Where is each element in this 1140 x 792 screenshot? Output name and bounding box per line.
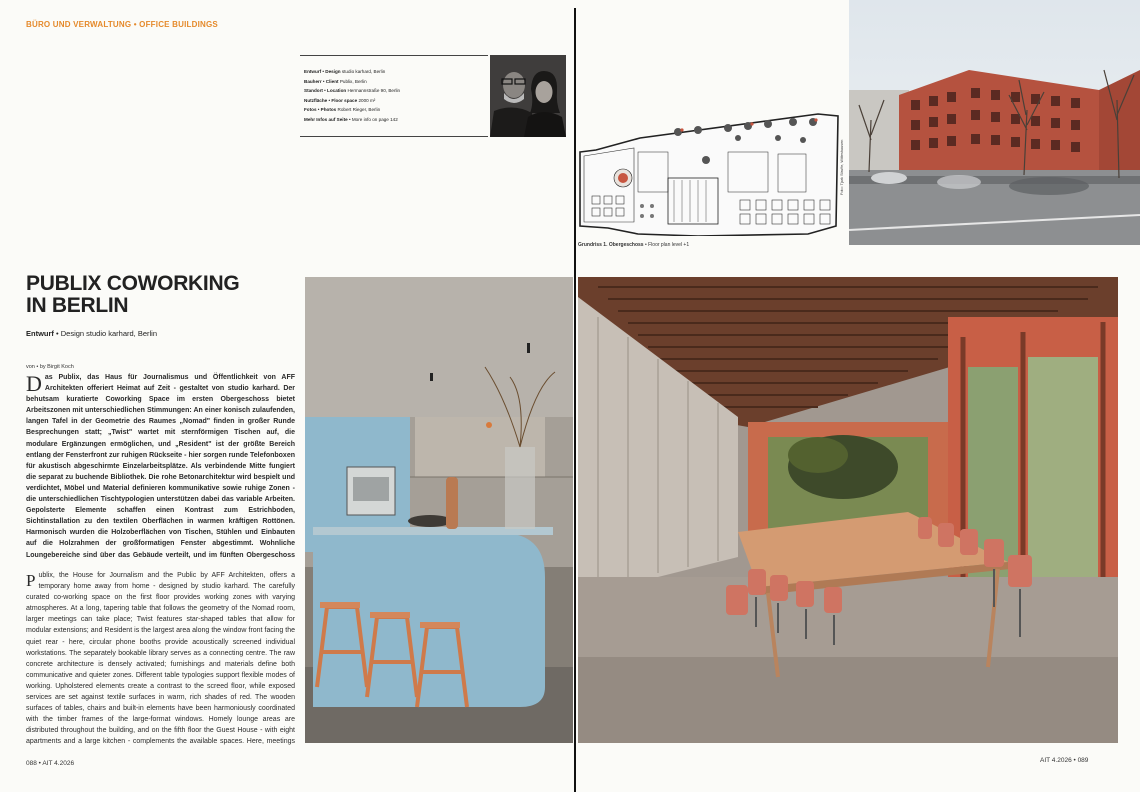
section-label-en: OFFICE BUILDINGS bbox=[139, 20, 218, 29]
author-byline: von • by Birgit Koch bbox=[26, 364, 74, 370]
folio-right: AIT 4.2026 • 089 bbox=[1040, 757, 1089, 764]
floor-plan-drawing bbox=[578, 108, 840, 236]
floor-plan-caption-value: • Floor plan level +1 bbox=[644, 242, 690, 248]
page-spine-divider bbox=[574, 8, 576, 792]
floor-plan-caption-label: Grundriss 1. Obergeschoss bbox=[578, 242, 644, 248]
info-row-floor-space: Nutzfläche • Floor space 2000 m² bbox=[304, 97, 376, 103]
body-german-paragraph: as Publix, das Haus für Journalismus und Öffentlichkeit von AFF Architekten offeriert Heimat auf Zeit - gestaltet von studio karhard. Der behutsam kuratierte Coworking Space im ersten Obergeschoss bietet Arbeitszonen mit unterschiedlichen Stimmungen: An einer konisch zulaufenden, langen Tafel in der Geometrie des Raumes „Nomad" finden in großer Runde Besprechungen statt; „Twist" wartet mit sternförmigen Tischen auf, die modulare Ergänzungen ermöglichen, und „Resident" ist der größte Bereich entlang der Fensterfront zur ruhigen Rückseite - hier sorgen runde Telefonboxen für akustisch abgeschirmte Einzelarbeitsplätze. Als verbindende Mitte fungiert die separat zu buchende Bibliothek. Die rohe Betonarchitektur wird bespielt und verdichtet, Möbel und Material definieren kommunikative sowie ruhige Zonen - die unterschiedlichen Tischtypologien unterstützen dabei das variable Arbeiten. Gepolsterte Elemente schaffen einen Kontrast zum Estrichboden, Sichtinstallation zu den textilen Oberflächen in warmen kräftigen Rottönen. Harmonisch wurden die Holzoberflächen von Tischen, Stühlen und Einbauten auf die Holzrahmen der großformatigen Fenster abgestimmt. Wohnliche Loungebereiche sind über das Gebäude verteilt, und im fünften Obergeschoss bbox=[26, 374, 295, 559]
designers-portrait-image bbox=[490, 55, 566, 137]
info-row-client: Bauherr • Client Publix, Berlin bbox=[304, 78, 367, 84]
body-text-english bbox=[26, 570, 295, 748]
meeting-room-photo bbox=[578, 277, 1118, 743]
dropcap-german: D bbox=[26, 372, 42, 396]
section-label bbox=[26, 20, 218, 29]
info-row-more-info: Mehr Infos auf Seite • More info on page 142 bbox=[304, 116, 398, 122]
design-credit-label: Entwurf bbox=[26, 329, 54, 338]
design-credit-value: • Design studio karhard, Berlin bbox=[56, 329, 158, 338]
body-text-german bbox=[26, 372, 295, 562]
info-row-design: Entwurf • Design studio karhard, Berlin bbox=[304, 69, 386, 74]
project-info-box bbox=[300, 55, 488, 137]
section-separator: • bbox=[133, 20, 137, 29]
photo-credit: Foto: Tjark Struffe, Witteshausen bbox=[840, 139, 844, 195]
folio-left: 088 • AIT 4.2026 bbox=[26, 760, 75, 767]
article-title-line-2: IN BERLIN bbox=[26, 294, 129, 317]
building-exterior-photo bbox=[849, 0, 1140, 245]
design-credit bbox=[26, 329, 157, 338]
kitchen-interior-photo bbox=[305, 277, 573, 743]
article-title-line-1: PUBLIX COWORKING bbox=[26, 272, 240, 295]
article-title bbox=[26, 273, 286, 317]
body-english-paragraph: ublix, the House for Journalism and the Public by AFF Architekten, offers a temporary home away from home - designed by studio karhard. The carefully curated co-working space on the first floor provides working zones with varying atmospheres. At a long, tapering table that follows the geometry of the Nomad room, larger meetings can take place; Twist features star-shaped tables that allow for modular extensions; and Resident is the largest area along the window front facing the quiet rear - here, circular phone booths provide acoustically screened individual workstations. The separately bookable library serves as a connecting centre. The raw concrete architecture is densely activated; furnishings and materials define both communicative and quieter zones. Different table typologies support flexible modes of working. Upholstered elements create a contrast to the screed floor, while exposed services are set against textile surfaces in warm, rich shades of red. The wooden surfaces of tables, chairs and built-in elements have been harmoniously coordinated with the timber frames of the large-format windows. Homely lounge areas are distributed throughout the building, and on the fifth floor the Guest House - with eight apartments and a large kitchen - complements the available spaces. Here, meetings bbox=[26, 572, 295, 746]
info-row-location: Standort • Location Hermannstraße 90, Berlin bbox=[304, 88, 401, 94]
info-row-photos: Fotos • Photos Robert Rieger, Berlin bbox=[304, 107, 381, 113]
section-label-de: BÜRO UND VERWALTUNG bbox=[26, 20, 132, 29]
dropcap-english: P bbox=[26, 571, 36, 590]
floor-plan-caption bbox=[578, 242, 689, 248]
